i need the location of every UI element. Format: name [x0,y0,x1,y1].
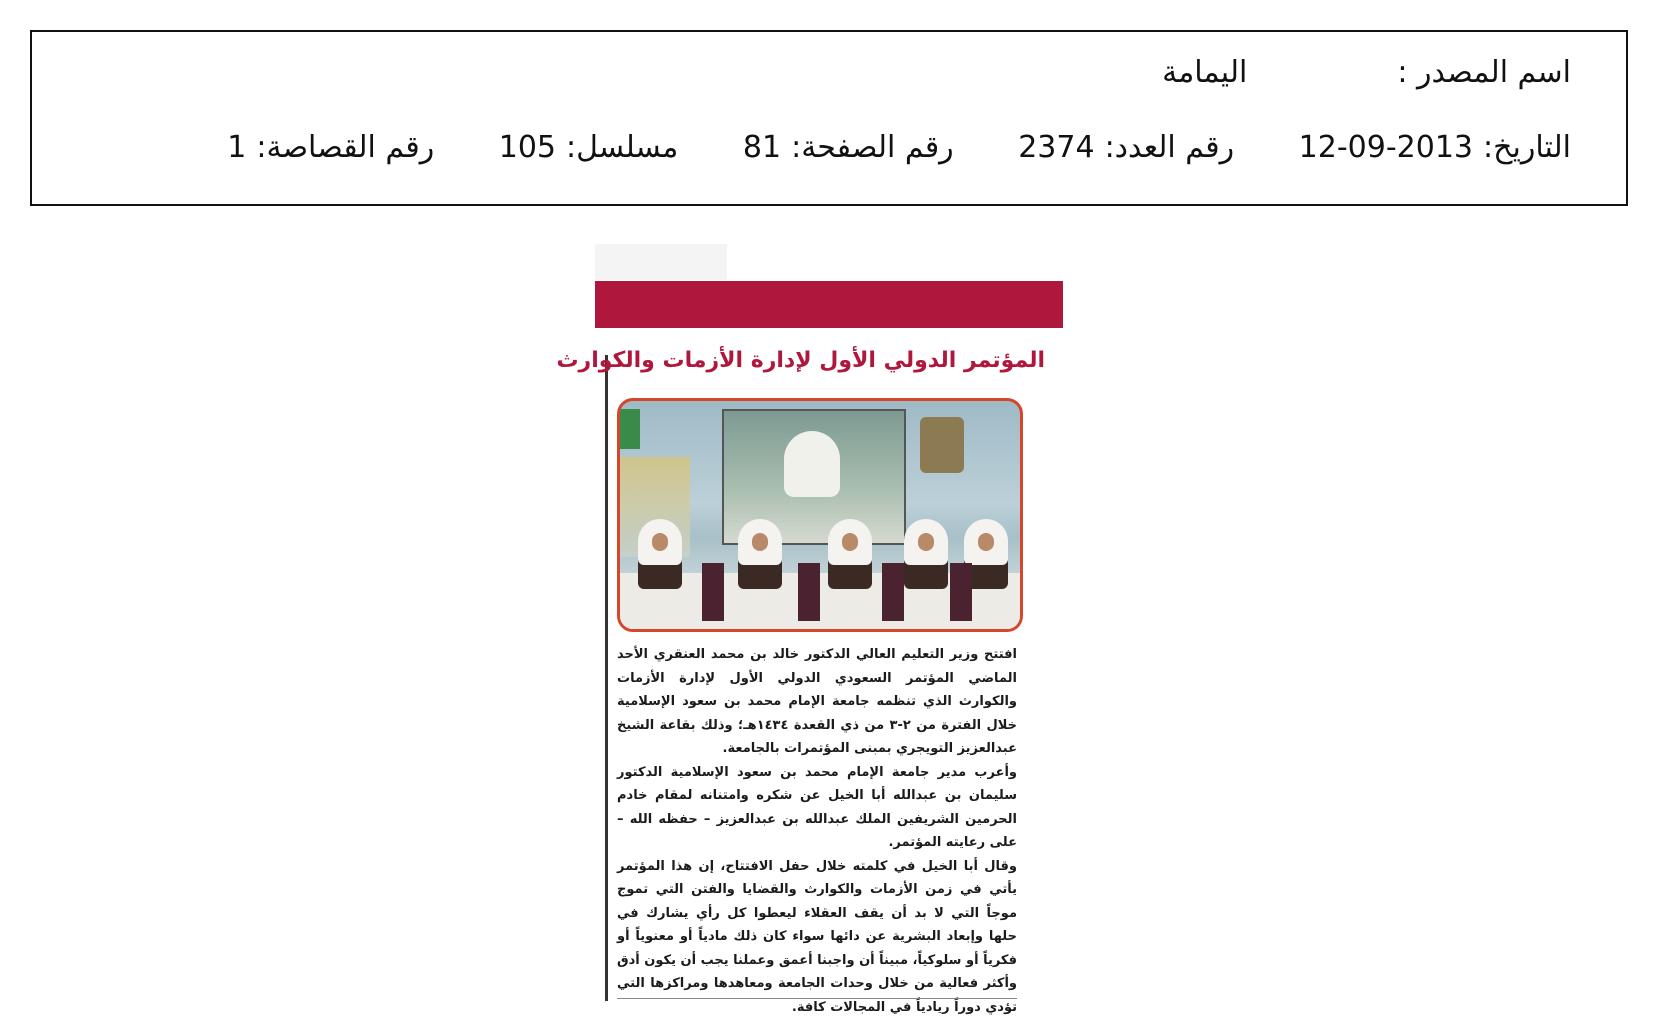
newspaper-clipping [585,238,1065,1008]
article-headline: المؤتمر الدولي الأول لإدارة الأزمات والكوارث [615,348,1045,373]
column-rule [605,355,608,1001]
photo-speaker-on-screen [784,431,840,497]
photo-logo-mark [620,409,640,449]
photo-panelist [904,519,948,589]
serial-value: 105 [499,130,556,165]
page-label: رقم الصفحة: [791,130,954,165]
clipping-metadata-box [30,30,1628,206]
bottom-rule [617,998,1017,999]
clip-number-value: 1 [227,130,246,165]
photo-panelist [828,519,872,589]
article-paragraph: وأعرب مدير جامعة الإمام محمد بن سعود الإسلامية الدكتور سليمان بن عبدالله أبا الخيل عن شكره وامتنانه لمقام خادم الحرمين الشريفين الملك عبدالله بن عبدالعزيز – حفظه الله – على رعايته المؤتمر. [617,761,1017,855]
article-paragraph: وقال أبا الخيل في كلمته خلال حفل الافتتاح، إن هذا المؤتمر يأتي في زمن الأزمات والكوارث والقضايا والفتن التي تموج موجاً التي لا بد أن يقف العقلاء ليعطوا كل رأي يشارك في حلها وإبعاد البشرية عن دائها سواء كان ذلك مادياً أو معنوياً أو فكرياً أو سلوكياً، مبيناً أن واجبنا أعمق وعملنا يجب أن يكون أدق وأكثر فعالية من خلال وحدات الجامعة ومعاهدها ومراكزها التي تؤدي دوراً ريادياً في المجالات كافة. [617,855,1017,1019]
photo-podium [882,563,904,621]
article-body [617,643,1017,1019]
photo-podium [702,563,724,621]
clip-number-field [227,133,434,163]
conference-photo [617,398,1023,632]
issue-value: 2374 [1018,130,1094,165]
clip-number-label: رقم القصاصة: [256,130,434,165]
date-label: التاريخ: [1483,130,1571,165]
photo-portrait [920,417,964,473]
date-value: 2013-09-12 [1299,130,1473,165]
source-value: اليمامة [1162,58,1247,88]
page-field [743,133,954,163]
photo-panelist [638,519,682,589]
photo-panelist [738,519,782,589]
page-value: 81 [743,130,781,165]
article-paragraph: افتتح وزير التعليم العالي الدكتور خالد بن محمد العنقري الأحد الماضي المؤتمر السعودي الدولي الأول لإدارة الأزمات والكوارث الذي تنظمه جامعة الإمام محمد بن سعود الإسلامية خلال الفترة من ٢-٣ من ذي القعدة ١٤٣٤هـ؛ وذلك بقاعة الشيخ عبدالعزيز التويجري بمبنى المؤتمرات بالجامعة. [617,643,1017,761]
issue-label: رقم العدد: [1105,130,1235,165]
source-row [1162,58,1571,88]
date-field [1299,133,1571,163]
banner-shade [595,244,727,280]
details-row [227,133,1571,163]
photo-podium [950,563,972,621]
serial-field [499,133,679,163]
source-label: اسم المصدر : [1397,58,1571,88]
photo-podium [798,563,820,621]
issue-field [1018,133,1234,163]
clipping-banner [595,281,1063,328]
serial-label: مسلسل: [566,130,678,165]
